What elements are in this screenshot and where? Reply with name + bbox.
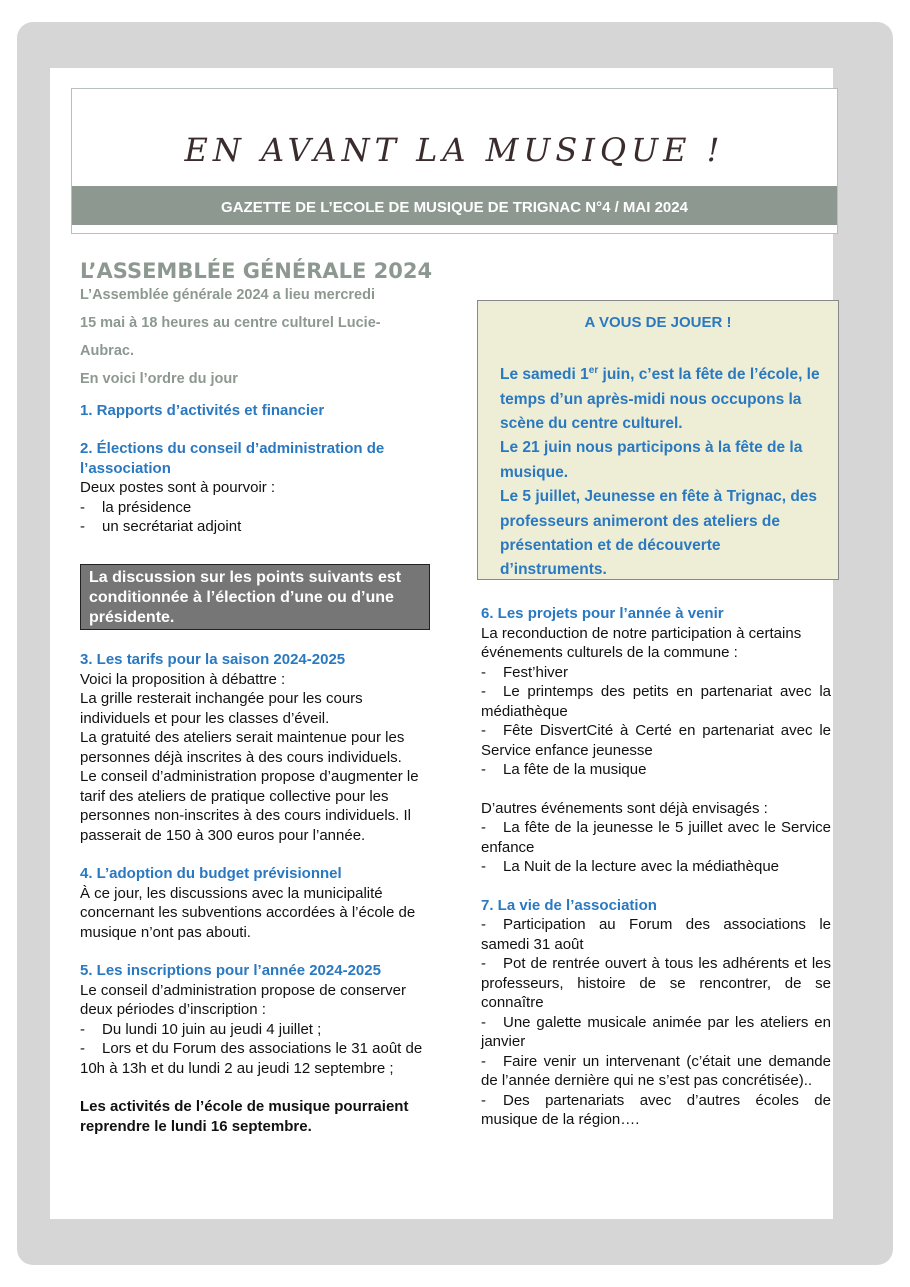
list-item: - Le printemps des petits en partenariat avec la médiathèque <box>481 683 831 720</box>
section-4-title: 4. L’adoption du budget prévisionnel <box>80 865 342 882</box>
section-5-closing: Les activités de l’école de musique pourraient reprendre le lundi 16 septembre. <box>80 1098 409 1135</box>
gazette-subtitle-bar <box>72 186 837 225</box>
list-item: - Pot de rentrée ouvert à tous les adhérents et les professeurs, histoire de se rencontrer, de se connaître <box>481 955 831 1011</box>
intro <box>80 281 432 393</box>
intro-line: Aubrac. <box>80 342 134 359</box>
list-item: - Lors et du Forum des associations le 31 août de 10h à 13h et du lundi 2 au jeudi 12 septembre ; <box>80 1040 423 1077</box>
intro-line: 15 mai à 18 heures au centre culturel Lucie- <box>80 314 381 331</box>
section-6-text2: D’autres événements sont déjà envisagés : <box>481 799 768 817</box>
section-5-title: 5. Les inscriptions pour l’année 2024-2025 <box>80 962 381 979</box>
list-item: - Faire venir un intervenant (c’était une demande de l’année dernière qui ne s’est pas concrétisée).. <box>481 1052 831 1089</box>
left-column-lower <box>80 650 432 1136</box>
intro-line: L’Assemblée générale 2024 a lieu mercredi <box>80 286 375 303</box>
jouer-title: A VOUS DE JOUER ! <box>584 314 732 331</box>
section-3-title: 3. Les tarifs pour la saison 2024-2025 <box>80 651 346 668</box>
section-5-text: Le conseil d’administration propose de conserver deux périodes d’inscription : <box>80 981 407 1018</box>
section-3-p3: La gratuité des ateliers serait maintenue pour les personnes déjà inscrites à des cours individuels. <box>80 729 405 766</box>
header-box <box>71 88 838 234</box>
list-item: - La fête de la musique <box>481 761 647 778</box>
right-column <box>481 604 831 1130</box>
jouer-line-2: Le 21 juin nous participons à la fête de la musique. <box>500 439 803 481</box>
list-item: - Des partenariats avec d’autres écoles de musique de la région…. <box>481 1091 831 1128</box>
intro-line: En voici l’ordre du jour <box>80 370 238 387</box>
section-6-title: 6. Les projets pour l’année à venir <box>481 605 724 622</box>
list-item: - Du lundi 10 juin au jeudi 4 juillet ; <box>80 1020 322 1038</box>
section-2-text: Deux postes sont à pourvoir : <box>80 479 276 496</box>
section-2-title: 2. Élections du conseil d’administration de l’association <box>80 440 385 477</box>
list-item: - un secrétariat adjoint <box>80 518 242 535</box>
section-3-p1: Voici la proposition à débattre : <box>80 670 286 688</box>
main-heading: L’ASSEMBLÉE GÉNÉRALE 2024 <box>80 259 433 283</box>
section-7-title: 7. La vie de l’association <box>481 896 657 914</box>
jouer-line-3: Le 5 juillet, Jeunesse en fête à Trignac, des professeurs animeront des ateliers de présentation et de découverte d’instruments. <box>500 488 818 579</box>
notice-box: La discussion sur les points suivants est conditionnée à l’élection d’une ou d’une présidente. <box>80 564 430 630</box>
gazette-title: EN AVANT LA MUSIQUE ! <box>184 131 725 169</box>
section-1-title: 1. Rapports d’activités et financier <box>80 401 325 419</box>
a-vous-de-jouer-box <box>477 300 839 580</box>
list-item: - La fête de la jeunesse le 5 juillet avec le Service enfance <box>481 819 831 856</box>
section-4-text: À ce jour, les discussions avec la municipalité concernant les subventions accordées à l’école de musique n’ont pas abouti. <box>80 884 416 941</box>
jouer-line-1: Le samedi 1er juin, c’est la fête de l’école, le temps d’un après-midi nous occupons la scène du centre culturel. <box>500 365 820 432</box>
list-item: - Fête DisvertCité à Certé en partenariat avec le Service enfance jeunesse <box>481 722 831 759</box>
list-item: - Participation au Forum des associations le samedi 31 août <box>481 916 831 953</box>
section-3-p2: La grille resterait inchangée pour les cours individuels et pour les classes d’éveil. <box>80 690 363 727</box>
jouer-body <box>500 359 822 583</box>
list-item: - Fest’hiver <box>481 663 569 681</box>
left-column <box>80 259 433 537</box>
list-item: - Une galette musicale animée par les ateliers en janvier <box>481 1013 831 1050</box>
list-item: - La Nuit de la lecture avec la médiathèque <box>481 858 780 875</box>
list-item: - la présidence <box>80 498 192 516</box>
section-6-text: La reconduction de notre participation à certains événements culturels de la commune : <box>481 624 802 661</box>
gazette-subtitle: GAZETTE DE L’ECOLE DE MUSIQUE DE TRIGNAC N°4 / MAI 2024 <box>221 199 688 216</box>
section-3-p4: Le conseil d’administration propose d’augmenter le tarif des ateliers de pratique collective pour les personnes non-inscrites à des cours individuels. Il passerait de 150 à 300 euros pour l’année. <box>80 768 419 844</box>
